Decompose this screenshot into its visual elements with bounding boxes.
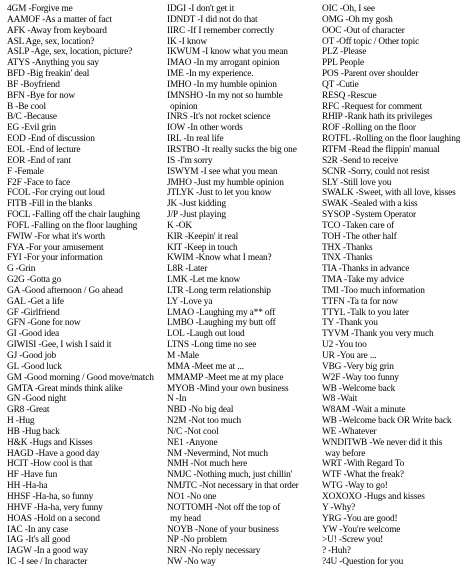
acronym-entry: NMJTC -Not necessary in that order xyxy=(167,481,299,492)
acronym-entry: RTFM -Read the flippin' manual xyxy=(322,144,440,155)
acronym-entry: B -Be cool xyxy=(7,101,46,112)
acronym-entry: NMJC -Nothing much, just chillin' xyxy=(167,470,293,481)
acronym-entry: TYVM -Thank you very much xyxy=(322,329,434,340)
acronym-entry: TMA -Take my advice xyxy=(322,275,404,286)
acronym-entry: ? -Huh? xyxy=(322,546,351,557)
acronym-entry: GI -Good idea xyxy=(7,329,60,340)
acronym-entry: UR -You are ... xyxy=(322,351,377,361)
acronym-entry: IKWUM -I know what you mean xyxy=(167,47,288,58)
acronym-entry: AAMOF -As a matter of fact xyxy=(7,14,112,25)
acronym-entry: KWIM -Know what I mean? xyxy=(167,253,272,264)
acronym-entry: W2F -Way too funny xyxy=(322,372,399,383)
acronym-entry: H -Hug xyxy=(7,416,35,427)
acronym-entry: HB -Hug back xyxy=(7,426,60,437)
acronym-entry: GA -Good afternoon / Go ahead xyxy=(7,285,123,296)
acronym-entry: TY -Thank you xyxy=(322,318,378,329)
acronym-entry: GMTA -Great minds think alike xyxy=(7,383,123,394)
acronym-entry: NP -No problem xyxy=(167,535,227,546)
acronym-entry: ASLP -Age, sex, location, picture? xyxy=(7,47,133,58)
acronym-entry: SYSOP -System Operator xyxy=(322,210,416,221)
acronym-entry: TIA -Thanks in advance xyxy=(322,264,410,275)
acronym-entry: IIRC -If I remember correctly xyxy=(167,25,275,36)
acronym-entry: IC -I see / In character xyxy=(7,557,88,568)
acronym-entry: HOAS -Hold on a second xyxy=(7,513,100,524)
acronym-entry: VBG -Very big grin xyxy=(322,361,394,372)
acronym-entry: LTNS -Long time no see xyxy=(167,340,257,351)
acronym-entry: U2 -You too xyxy=(322,340,367,351)
acronym-entry: Y -Why? xyxy=(322,502,356,513)
acronym-entry: HHSF -Ha-ha, so funny xyxy=(7,491,94,502)
acronym-entry: LTR -Long term relationship xyxy=(167,285,271,296)
acronym-entry: GN -Good night xyxy=(7,394,67,405)
acronym-entry: OT -Off topic / Other topic xyxy=(322,36,420,47)
acronym-entry: MMAMP -Meet me at my place xyxy=(167,372,284,383)
acronym-entry: ISWYM -I see what you mean xyxy=(167,166,278,177)
acronym-entry: YW -You're welcome xyxy=(322,524,401,535)
acronym-entry: KIR -Keepin' it real xyxy=(167,231,239,242)
acronym-entry: H&K -Hugs and Kisses xyxy=(7,437,93,448)
acronym-entry: IS -I'm sorry xyxy=(167,155,213,166)
acronym-entry: WNDITWB -We never did it this xyxy=(322,437,443,448)
acronym-entry: N2M -Not too much xyxy=(167,416,242,427)
acronym-entry: RHIP -Rank hath its privileges xyxy=(322,112,433,123)
acronym-column-1 xyxy=(7,4,167,568)
acronym-entry: INRS -It's not rocket science xyxy=(167,112,271,123)
acronym-entry: N -In xyxy=(167,394,187,405)
acronym-entry: BFD -Big freakin' deal xyxy=(7,69,90,80)
acronym-entry: TMI -Too much information xyxy=(322,285,425,296)
acronym-entry: M -Male xyxy=(167,351,199,361)
acronym-entry: IDGI -I don't get it xyxy=(167,4,235,14)
acronym-entry: LMAO -Laughing my a** off xyxy=(167,307,276,318)
acronym-entry: W8AM -Wait a minute xyxy=(322,405,406,416)
acronym-entry: BF -Boyfriend xyxy=(7,79,60,90)
acronym-entry: TNX -Thanks xyxy=(322,253,373,264)
acronym-entry: IMNSHO -In my not so humble xyxy=(167,90,283,101)
acronym-entry: FWIW -For what it's worth xyxy=(7,231,105,242)
acronym-entry: LY -Love ya xyxy=(167,296,213,307)
acronym-entry: WTF -What the freak? xyxy=(322,470,404,481)
acronym-entry: LMK -Let me know xyxy=(167,275,241,286)
acronym-entry: SWALK -Sweet, with all love, kisses xyxy=(322,188,456,199)
acronym-entry: SLY -Still love you xyxy=(322,177,392,188)
acronym-entry: >U! -Screw you! xyxy=(322,535,384,546)
acronym-entry: NBD -No big deal xyxy=(167,405,234,416)
acronym-entry: WE -Whatever xyxy=(322,426,377,437)
acronym-entry: LMBO -Laughing my butt off xyxy=(167,318,276,329)
acronym-column-3 xyxy=(322,4,474,568)
acronym-column-2 xyxy=(167,4,322,568)
acronym-entry: 4GM -Forgive me xyxy=(7,4,73,14)
acronym-entry: BFN -Bye for now xyxy=(7,90,75,101)
acronym-entry: SWAK -Sealed with a kiss xyxy=(322,199,418,210)
acronym-entry: EOD -End of discussion xyxy=(7,134,95,145)
acronym-entry: AFK -Away from keyboard xyxy=(7,25,107,36)
acronym-entry: L8R -Later xyxy=(167,264,208,275)
acronym-entry: SCNR -Sorry, could not resist xyxy=(322,166,430,177)
acronym-entry: S2R -Send to receive xyxy=(322,155,399,166)
acronym-entry: ASL Age, sex, location? xyxy=(7,36,95,47)
acronym-entry: GAL -Get a life xyxy=(7,296,64,307)
acronym-entry: IDNDT -I did not do that xyxy=(167,14,258,25)
acronym-entry: WTG -Way to go! xyxy=(322,481,388,492)
acronym-entry: ?4U -Question for you xyxy=(322,557,404,568)
acronym-entry: EOR -End of rant xyxy=(7,155,71,166)
acronym-entry: NMH -Not much here xyxy=(167,459,248,470)
acronym-entry: TTYL -Talk to you later xyxy=(322,307,409,318)
acronym-entry: IRSTBO -It really sucks the big one xyxy=(167,144,297,155)
acronym-entry: WB -Welcome back xyxy=(322,383,396,394)
acronym-entry: my head xyxy=(170,513,201,524)
acronym-entry: GL -Good luck xyxy=(7,361,62,372)
acronym-entry: NOTTOMH -Not off the top of xyxy=(167,502,281,513)
acronym-entry: FYA -For your amusement xyxy=(7,242,104,253)
acronym-entry: JTLYK -Just to let you know xyxy=(167,188,272,199)
acronym-entry: TCO -Taken care of xyxy=(322,220,395,231)
acronym-entry: IAC -In any case xyxy=(7,524,69,535)
acronym-entry: HCIT -How cool is that xyxy=(7,459,93,470)
acronym-entry: QT -Cutie xyxy=(322,79,359,90)
acronym-entry: ROF -Rolling on the floor xyxy=(322,123,416,134)
acronym-entry: THX -Thanks xyxy=(322,242,373,253)
acronym-entry: NM -Nevermind, Not much xyxy=(167,448,268,459)
acronym-entry: TOH -The other half xyxy=(322,231,397,242)
acronym-entry: FCOL -For crying out loud xyxy=(7,188,105,199)
acronym-entry: KIT -Keep in touch xyxy=(167,242,238,253)
acronym-entry: W8 -Wait xyxy=(322,394,358,405)
acronym-entry: IMAO -In my arrogant opinion xyxy=(167,58,280,69)
acronym-entry: FOFL -Falling on the floor laughing xyxy=(7,220,138,231)
acronym-entry: GR8 -Great xyxy=(7,405,50,416)
acronym-entry: way before xyxy=(325,448,366,459)
acronym-entry: MYOB -Mind your own business xyxy=(167,383,289,394)
acronym-entry: HHVF -Ha-ha, very funny xyxy=(7,502,103,513)
acronym-entry: PPL People xyxy=(322,58,365,69)
acronym-entry: IME -In my experience. xyxy=(167,69,254,80)
acronym-entry: IOW -In other words xyxy=(167,123,243,134)
acronym-entry: OIC -Oh, I see xyxy=(322,4,375,14)
acronym-entry: HH -Ha-ha xyxy=(7,481,48,492)
acronym-entry: FITB -Fill in the blanks xyxy=(7,199,93,210)
acronym-entry: F2F -Face to face xyxy=(7,177,71,188)
acronym-entry: IRL -In real life xyxy=(167,134,224,145)
acronym-entry: EOL -End of lecture xyxy=(7,144,81,155)
acronym-entry: RESQ -Rescue xyxy=(322,90,377,101)
acronym-entry: ROTFL -Rolling on the floor laughing xyxy=(322,134,461,145)
acronym-entry: PLZ -Please xyxy=(322,47,367,58)
acronym-entry: JMHO -Just my humble opinion xyxy=(167,177,284,188)
acronym-entry: NRN -No reply necessary xyxy=(167,546,261,557)
acronym-entry: G -Grin xyxy=(7,264,36,275)
acronym-entry: GF -Girlfriend xyxy=(7,307,60,318)
acronym-entry: OMG -Oh my gosh xyxy=(322,14,393,25)
acronym-entry: IK -I know xyxy=(167,36,208,47)
acronym-entry: IAGW -In a good way xyxy=(7,546,89,557)
acronym-entry: GIWISI -Gee, I wish I said it xyxy=(7,340,112,351)
acronym-entry: J/P -Just playing xyxy=(167,210,226,221)
acronym-entry: HAGD -Have a good day xyxy=(7,448,100,459)
acronym-entry: YRG -You are good! xyxy=(322,513,398,524)
acronym-entry: LOL -Laugh out loud xyxy=(167,329,245,340)
acronym-entry: FYI -For your information xyxy=(7,253,103,264)
acronym-entry: OOC -Out of character xyxy=(322,25,405,36)
acronym-entry: GJ -Good job xyxy=(7,351,57,361)
acronym-entry: K -OK xyxy=(167,220,192,231)
acronym-entry: opinion xyxy=(170,101,198,112)
acronym-entry: IAG -It's all good xyxy=(7,535,71,546)
acronym-entry: NO1 -No one xyxy=(167,491,217,502)
acronym-entry: JK -Just kidding xyxy=(167,199,226,210)
acronym-entry: F -Female xyxy=(7,166,44,177)
acronym-entry: N/C -Not cool xyxy=(167,426,219,437)
acronym-entry: RFC -Request for comment xyxy=(322,101,422,112)
acronym-entry: B/C -Because xyxy=(7,112,57,123)
acronym-entry: HF -Have fun xyxy=(7,470,58,481)
acronym-entry: IMHO -In my humble opinion xyxy=(167,79,277,90)
acronym-entry: EG -Evil grin xyxy=(7,123,56,134)
acronym-entry: MMA -Meet me at ... xyxy=(167,361,244,372)
acronym-entry: G2G -Gotta go xyxy=(7,275,62,286)
acronym-entry: TTFN -Ta ta for now xyxy=(322,296,398,307)
acronym-entry: POS -Parent over shoulder xyxy=(322,69,419,80)
acronym-entry: NE1 -Anyone xyxy=(167,437,218,448)
acronym-entry: GM -Good morning / Good move/match xyxy=(7,372,154,383)
acronym-entry: FOCL -Falling off the chair laughing xyxy=(7,210,140,221)
acronym-entry: XOXOXO -Hugs and kisses xyxy=(322,491,425,502)
acronym-entry: NOYB -None of your business xyxy=(167,524,279,535)
acronym-entry: WB -Welcome back OR Write back xyxy=(322,416,452,427)
acronym-entry: WRT -With Regard To xyxy=(322,459,405,470)
acronym-entry: GFN -Gone for now xyxy=(7,318,81,329)
acronym-entry: ATYS -Anything you say xyxy=(7,58,99,69)
acronym-entry: NW -No way xyxy=(167,557,216,568)
